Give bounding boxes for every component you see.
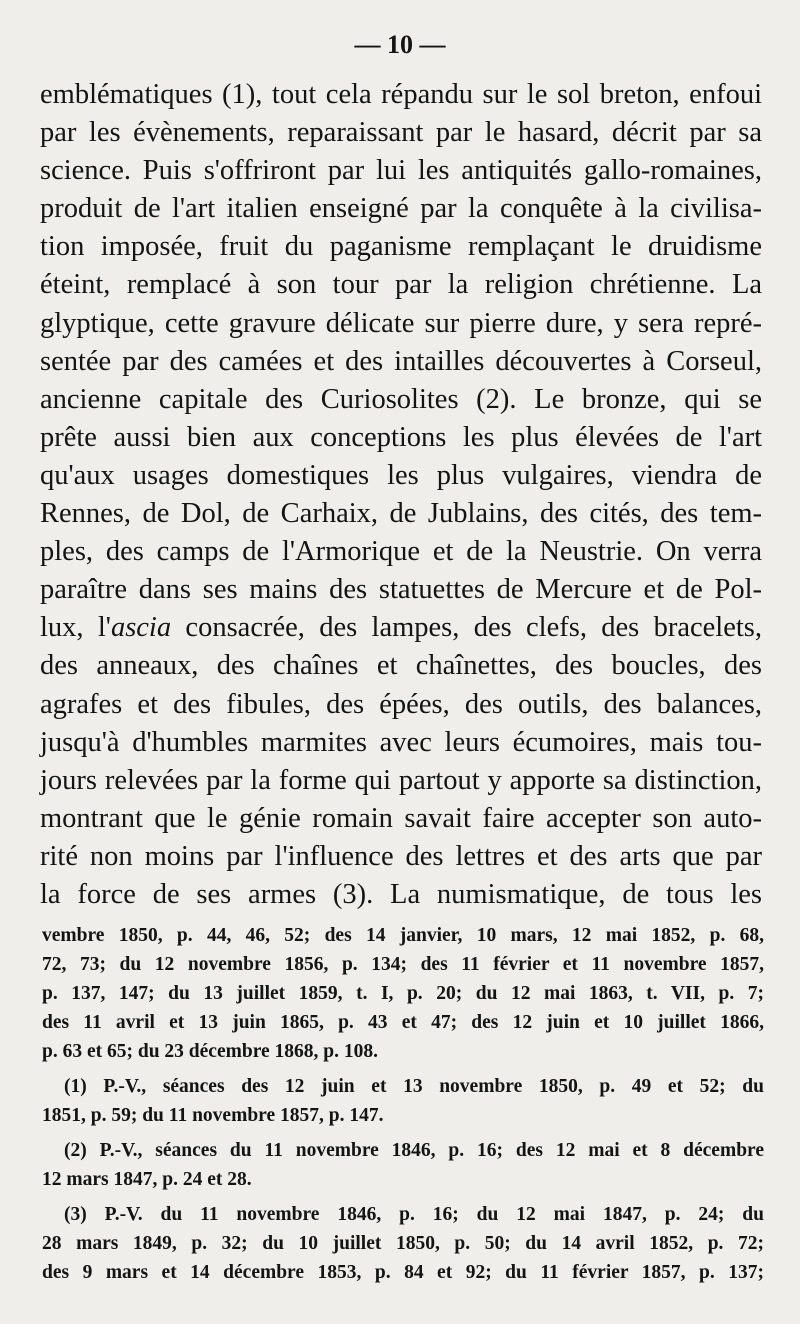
text-line: produit de l'art italien enseigné par la conquête à la civilisa- xyxy=(40,193,762,225)
text-line: paraître dans ses mains des statuettes de Mercure et de Pol- xyxy=(40,574,762,606)
footnote-line: 1851, p. 59; du 11 novembre 1857, p. 147. xyxy=(42,1105,384,1126)
page-number: — 10 — xyxy=(354,30,446,59)
main-text xyxy=(40,76,762,914)
text-line: ples, des camps de l'Armorique et de la Neustrie. On verra xyxy=(40,536,762,568)
text-line: sentée par des camées et des intailles découvertes à Corseul, xyxy=(40,345,762,377)
text-line: jusqu'à d'humbles marmites avec leurs écumoires, mais tou- xyxy=(40,726,762,758)
emphasis: ascia xyxy=(110,612,172,644)
text-line: montrant que le génie romain savait faire accepter son auto- xyxy=(40,802,762,834)
text-line: éteint, remplacé à son tour par la religion chrétienne. La xyxy=(40,269,762,301)
footnotes xyxy=(42,921,764,1293)
footnote-line: p. 63 et 65; du 23 décembre 1868, p. 108. xyxy=(42,1041,379,1062)
text-line: tion imposée, fruit du paganisme remplaçant le druidisme xyxy=(40,231,762,263)
footnote-3 xyxy=(42,1200,764,1287)
text-line: prête aussi bien aux conceptions les plus élevées de l'art xyxy=(40,421,762,453)
footnote-continued xyxy=(42,921,764,1066)
text-line: Rennes, de Dol, de Carhaix, de Jublains, des cités, des tem- xyxy=(40,498,762,530)
text-line: qu'aux usages domestiques les plus vulgaires, viendra de xyxy=(40,459,762,491)
footnote-line: des 9 mars et 14 décembre 1853, p. 84 et 92; du 11 février 1857, p. 137; xyxy=(42,1262,764,1283)
text-line: agrafes et des fibules, des épées, des outils, des balances, xyxy=(40,688,762,720)
text-line: des anneaux, des chaînes et chaînettes, des boucles, des xyxy=(40,650,762,682)
footnote-line: (3) P.-V. du 11 novembre 1846, p. 16; du 12 mai 1847, p. 24; du xyxy=(64,1204,764,1225)
footnote-line: des 11 avril et 13 juin 1865, p. 43 et 47; des 12 juin et 10 juillet 1866, xyxy=(42,1012,764,1033)
footnote-line: 72, 73; du 12 novembre 1856, p. 134; des 11 février et 11 novembre 1857, xyxy=(42,954,764,975)
text-line: la force de ses armes (3). La numismatique, de tous les xyxy=(40,878,762,910)
text-line: lux, l'ascia consacrée, des lampes, des clefs, des bracelets, xyxy=(40,612,762,644)
footnote-line: (2) P.-V., séances du 11 novembre 1846, p. 16; des 12 mai et 8 décembre xyxy=(64,1140,764,1161)
footnote-line: p. 137, 147; du 13 juillet 1859, t. I, p. 20; du 12 mai 1863, t. VII, p. 7; xyxy=(42,983,764,1004)
footnote-line: 28 mars 1849, p. 32; du 10 juillet 1850, p. 50; du 14 avril 1852, p. 72; xyxy=(42,1233,764,1254)
text-line: ancienne capitale des Curiosolites (2). Le bronze, qui se xyxy=(40,383,762,415)
footnote-line: (1) P.-V., séances des 12 juin et 13 novembre 1850, p. 49 et 52; du xyxy=(64,1076,764,1097)
text-line: jours relevées par la forme qui partout y apporte sa distinction, xyxy=(40,764,762,796)
text-line: par les évènements, reparaissant par le hasard, décrit par sa xyxy=(40,117,762,149)
text-line: science. Puis s'offriront par lui les antiquités gallo-romaines, xyxy=(40,155,762,187)
footnote-line: 12 mars 1847, p. 24 et 28. xyxy=(42,1169,252,1190)
text-line: emblématiques (1), tout cela répandu sur le sol breton, enfoui xyxy=(40,79,762,110)
text-line: glyptique, cette gravure délicate sur pierre dure, y sera repré- xyxy=(40,307,762,339)
footnote-1 xyxy=(42,1072,764,1130)
footnote-2 xyxy=(42,1136,764,1194)
text-line: rité non moins par l'influence des lettres et des arts que par xyxy=(40,840,762,872)
footnote-line: vembre 1850, p. 44, 46, 52; des 14 janvier, 10 mars, 12 mai 1852, p. 68, xyxy=(42,925,764,946)
